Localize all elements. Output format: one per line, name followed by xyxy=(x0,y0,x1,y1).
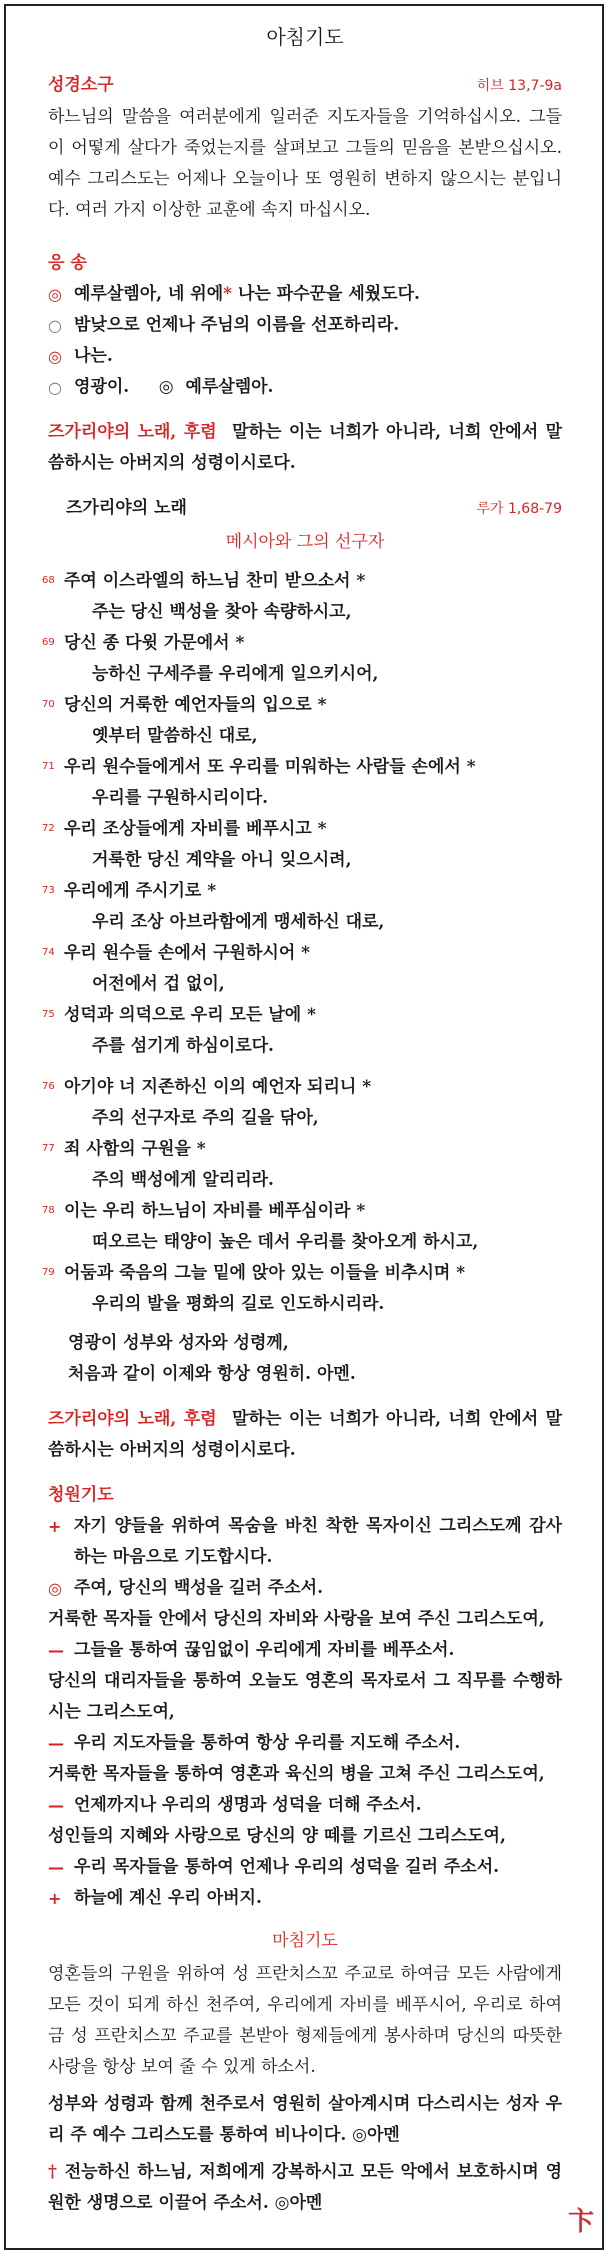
intercession-text: 우리 지도자들을 통하여 항상 우리를 지도해 주소서. xyxy=(74,1733,461,1753)
verse-second-half: 우리 조상 아브라함에게 맹세하신 대로, xyxy=(92,912,385,932)
reading-heading: 성경소구 xyxy=(48,75,114,95)
verse-line xyxy=(42,814,562,845)
verse-number: 79 xyxy=(42,1267,55,1278)
intercession-line xyxy=(48,1852,562,1883)
intercessions-heading: 청원기도 xyxy=(48,1485,114,1505)
verse-first-half: 성덕과 의덕으로 우리 모든 날에 * xyxy=(64,1005,316,1025)
reading-reference: 히브 13,7-9a xyxy=(476,78,562,94)
intercession-text: 주여, 당신의 백성을 길러 주소서. xyxy=(74,1578,323,1598)
verse-second-half: 어전에서 겁 없이, xyxy=(92,974,225,994)
plus-mark-icon: + xyxy=(48,1889,62,1908)
glory-be-line-1: 영광이 성부와 성자와 성령께, xyxy=(68,1333,289,1353)
verse-first-half: 당신 종 다윗 가문에서 * xyxy=(64,633,245,653)
verse-number: 72 xyxy=(42,823,55,834)
verse-second-half: 주의 백성에게 알리리라. xyxy=(92,1170,274,1190)
verse-number: 70 xyxy=(42,699,55,710)
verse-second-half: 떠오르는 태양이 높은 데서 우리를 찾아오게 하시고, xyxy=(92,1232,479,1252)
versicle-mark-icon: ○ xyxy=(48,378,62,397)
responsory-text: 밤낮으로 언제나 주님의 이름을 선포하리라. xyxy=(74,315,400,335)
intercession-text: 자기 양들을 위하여 목숨을 바친 착한 목자이신 그리스도께 감사하는 마음으로 기도합시다. xyxy=(74,1516,562,1567)
intercession-text: 거룩한 목자들 안에서 당신의 자비와 사랑을 보여 주신 그리스도여, xyxy=(48,1609,545,1629)
verse-first-half: 우리 원수들에게서 또 우리를 미워하는 사람들 손에서 * xyxy=(64,757,476,777)
intercession-line xyxy=(48,1604,562,1635)
plus-mark-icon: + xyxy=(48,1517,62,1536)
verse-number: 71 xyxy=(42,761,55,772)
responsory-heading: 응 송 xyxy=(48,253,87,273)
verse-number: 69 xyxy=(42,637,55,648)
intercession-text: 성인들의 지혜와 사랑으로 당신의 양 떼를 기르신 그리스도여, xyxy=(48,1826,506,1846)
cross-icon: † xyxy=(48,2162,58,2182)
antiphon-repeat xyxy=(48,1404,562,1466)
verse-first-half: 우리 원수들 손에서 구원하시어 * xyxy=(64,943,311,963)
responsory-line xyxy=(48,310,562,341)
blessing-text: 전능하신 하느님, 저희에게 강복하시고 모든 악에서 보호하시며 영원한 생명으로 이끌어 주소서. ◎아멘 xyxy=(48,2162,562,2213)
intercession-line xyxy=(48,1511,562,1573)
intercession-line xyxy=(48,1883,562,1914)
responsory-line xyxy=(48,372,562,403)
closing-prayer-heading: 마침기도 xyxy=(272,1931,338,1951)
canticle-header xyxy=(48,493,562,525)
antiphon-text: 말하는 이는 너희가 아니라, 너희 안에서 말씀하시는 아버지의 성령이시로다. xyxy=(48,422,562,473)
intercession-line xyxy=(48,1728,562,1759)
canticle-title: 즈가리야의 노래 xyxy=(66,498,187,518)
responsory-line xyxy=(48,279,562,310)
intercession-line xyxy=(48,1759,562,1790)
intercession-line xyxy=(48,1666,562,1728)
verse-second-half: 주는 당신 백성을 찾아 속량하시고, xyxy=(92,602,352,622)
dash-mark-icon: — xyxy=(48,1796,64,1815)
response-mark-icon: ◎ xyxy=(48,347,62,366)
verse-number: 77 xyxy=(42,1143,55,1154)
closing-prayer-text: 영혼들의 구원을 위하여 성 프란치스꼬 주교로 하여금 모든 사람에게 모든 것이 되게 하신 천주여, 우리에게 자비를 베푸시어, 우리로 하여금 성 프란치스꼬 주교를 본받아 형제들에게 봉사하며 당신의 따뜻한 사랑을 항상 보여 줄 수 있게 하소서. xyxy=(48,1964,562,2077)
verse-first-half: 이는 우리 하느님이 자비를 베푸심이라 * xyxy=(64,1201,366,1221)
verse-number: 68 xyxy=(42,575,55,586)
verse-line xyxy=(42,752,562,783)
corner-logo-mark: 卞 xyxy=(567,2207,594,2237)
verse-first-half: 당신의 거룩한 예언자들의 입으로 * xyxy=(64,695,327,715)
response-mark-icon: ◎ xyxy=(48,285,62,304)
responsory-text-rest: 나는 파수꾼을 세웠도다. xyxy=(232,284,420,304)
intercession-text: 그들을 통하여 끊임없이 우리에게 자비를 베푸소서. xyxy=(74,1640,455,1660)
intercession-text: 거룩한 목자들을 통하여 영혼과 육신의 병을 고쳐 주신 그리스도여, xyxy=(48,1764,545,1784)
dash-mark-icon: — xyxy=(48,1858,64,1877)
response-mark-icon: ◎ xyxy=(48,1579,62,1598)
intercession-text: 당신의 대리자들을 통하여 오늘도 영혼의 목자로서 그 직무를 수행하시는 그리스도여, xyxy=(48,1671,562,1722)
responsory-line xyxy=(48,341,562,372)
verse-line xyxy=(42,628,562,659)
verse-number: 74 xyxy=(42,947,55,958)
verse-second-half: 주의 선구자로 주의 길을 닦아, xyxy=(92,1108,319,1128)
canticle-reference: 루가 1,68-79 xyxy=(476,501,562,517)
verse-first-half: 주여 이스라엘의 하느님 찬미 받으소서 * xyxy=(64,571,366,591)
intercession-line xyxy=(48,1635,562,1666)
verse-line xyxy=(42,1072,562,1103)
responsory-text: 영광이. ◎ 예루살렘아. xyxy=(74,377,274,397)
intercession-line xyxy=(48,1790,562,1821)
verse-line xyxy=(42,690,562,721)
canticle-subtitle: 메시아와 그의 선구자 xyxy=(225,532,385,552)
verse-first-half: 죄 사함의 구원을 * xyxy=(64,1139,206,1159)
intercession-line xyxy=(48,1573,562,1604)
verse-line xyxy=(42,938,562,969)
intercession-text: 하늘에 계신 우리 아버지. xyxy=(74,1888,262,1908)
verse-second-half: 능하신 구세주를 우리에게 일으키시어, xyxy=(92,664,379,684)
antiphon-label: 즈가리야의 노래, 후렴 xyxy=(48,422,217,442)
verse-first-half: 우리 조상들에게 자비를 베푸시고 * xyxy=(64,819,327,839)
blessing xyxy=(48,2157,562,2219)
verse-second-half: 우리를 구원하시리이다. xyxy=(92,788,269,808)
verse-line xyxy=(42,1000,562,1031)
reading-text: 하느님의 말씀을 여러분에게 일러준 지도자들을 기억하십시오. 그들이 어떻게 살다가 죽었는지를 살펴보고 그들의 믿음을 본받으십시오. 예수 그리스도는 어제나 오늘이나 또 영원히 변하지 않으시는 분입니다. 여러 가지 이상한 교훈에 속지 마십시오. xyxy=(48,107,562,220)
intercession-line xyxy=(48,1821,562,1852)
versicle-mark-icon: ○ xyxy=(48,316,62,335)
verse-number: 76 xyxy=(42,1081,55,1092)
verse-first-half: 우리에게 주시기로 * xyxy=(64,881,217,901)
intercessions-list xyxy=(48,1511,562,1914)
verse-second-half: 옛부터 말씀하신 대로, xyxy=(92,726,258,746)
reading-header xyxy=(48,70,562,102)
verse-line xyxy=(42,1134,562,1165)
verse-second-half: 거룩한 당신 계약을 아니 잊으시려, xyxy=(92,850,352,870)
verse-line xyxy=(42,1258,562,1289)
responsory-text: 나는. xyxy=(74,346,113,366)
verse-first-half: 아기야 너 지존하신 이의 예언자 되리니 * xyxy=(64,1077,372,1097)
responsory-text: 예루살렘아, 네 위에 xyxy=(74,284,224,304)
closing-prayer-ending: 성부와 성령과 함께 천주로서 영원히 살아계시며 다스리시는 성자 우리 주 예수 그리스도를 통하여 비나이다. ◎아멘 xyxy=(48,2094,562,2145)
verse-number: 78 xyxy=(42,1205,55,1216)
asterisk-mark: * xyxy=(223,284,233,304)
page-title: 아침기도 xyxy=(266,25,344,49)
canticle-verses xyxy=(42,566,562,1320)
verse-line xyxy=(42,876,562,907)
prayer-page xyxy=(4,4,604,2250)
antiphon-label: 즈가리야의 노래, 후렴 xyxy=(48,1409,217,1429)
verse-line xyxy=(42,1196,562,1227)
verse-first-half: 어둠과 죽음의 그늘 밑에 앉아 있는 이들을 비추시며 * xyxy=(64,1263,466,1283)
antiphon xyxy=(48,417,562,479)
dash-mark-icon: — xyxy=(48,1734,64,1753)
glory-be-line-2: 처음과 같이 이제와 항상 영원히. 아멘. xyxy=(68,1364,356,1384)
verse-second-half: 주를 섬기게 하심이로다. xyxy=(92,1036,274,1056)
verse-second-half: 우리의 발을 평화의 길로 인도하시리라. xyxy=(92,1294,385,1314)
intercession-text: 우리 목자들을 통하여 언제나 우리의 성덕을 길러 주소서. xyxy=(74,1857,500,1877)
verse-number: 73 xyxy=(42,885,55,896)
antiphon-text: 말하는 이는 너희가 아니라, 너희 안에서 말씀하시는 아버지의 성령이시로다. xyxy=(48,1409,562,1460)
intercession-text: 언제까지나 우리의 생명과 성덕을 더해 주소서. xyxy=(74,1795,422,1815)
verse-line xyxy=(42,566,562,597)
verse-number: 75 xyxy=(42,1009,55,1020)
dash-mark-icon: — xyxy=(48,1641,64,1660)
